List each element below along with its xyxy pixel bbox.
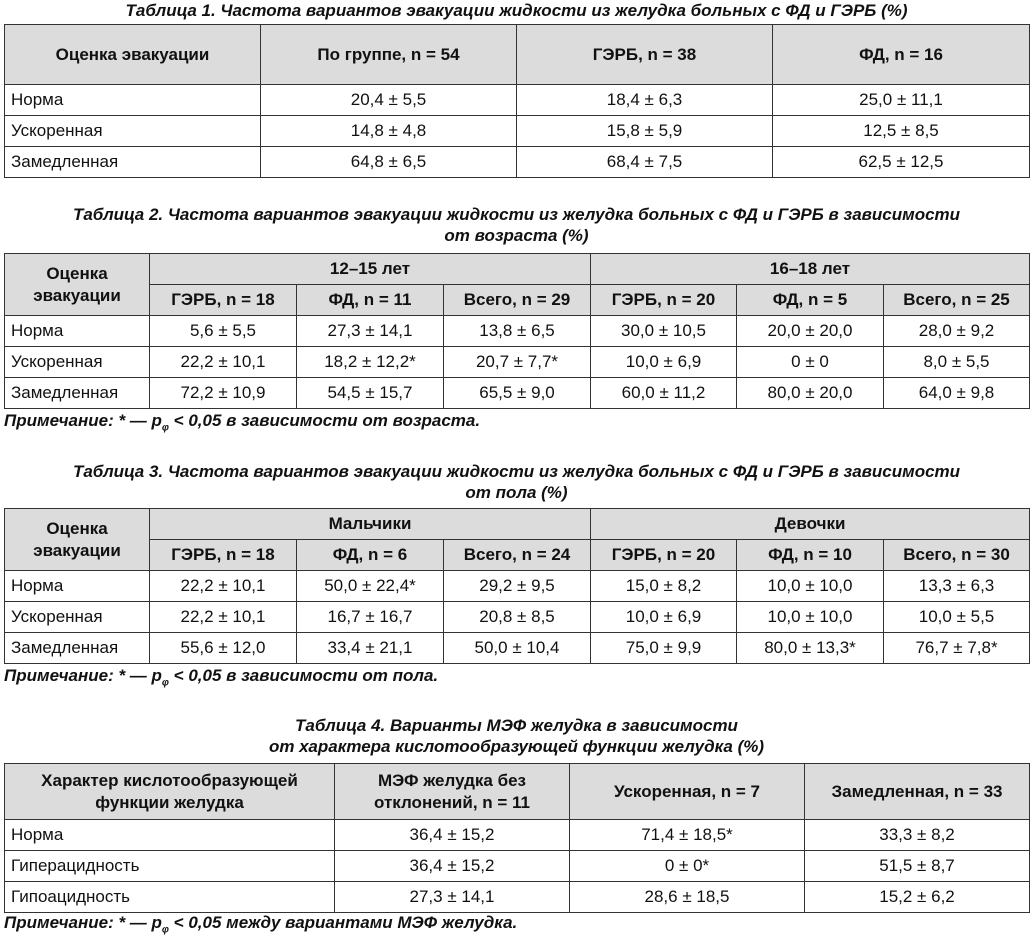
row-label: Ускоренная: [5, 602, 150, 633]
table-cell: 28,0 ± 9,2: [884, 316, 1030, 347]
table-cell: 62,5 ± 12,5: [773, 147, 1030, 178]
table2-subheader-cell: ФД, n = 5: [737, 285, 884, 316]
table-cell: 60,0 ± 11,2: [591, 378, 737, 409]
table3: [4, 508, 1030, 664]
table1-header-cell: ГЭРБ, n = 38: [517, 25, 773, 85]
table-cell: 80,0 ± 20,0: [737, 378, 884, 409]
table2-subheader-cell: Всего, n = 25: [884, 285, 1030, 316]
table-cell: 27,3 ± 14,1: [335, 882, 570, 913]
note-text: < 0,05 между вариантами МЭФ желудка.: [168, 913, 518, 932]
table1-header-cell: По группе, n = 54: [261, 25, 517, 85]
table-cell: 29,2 ± 9,5: [444, 571, 591, 602]
table4: [4, 763, 1030, 913]
table-cell: 0 ± 0*: [570, 851, 805, 882]
table3-subheader-cell: ГЭРБ, n = 18: [150, 540, 297, 571]
table3-subheader-cell: Всего, n = 24: [444, 540, 591, 571]
table-cell: 20,4 ± 5,5: [261, 85, 517, 116]
table-cell: 54,5 ± 15,7: [297, 378, 444, 409]
table4-header-cell: МЭФ желудка без отклонений, n = 11: [335, 764, 570, 820]
table4-header-row: [5, 764, 1030, 820]
table2-group-row: [5, 254, 1030, 285]
table-cell: 25,0 ± 11,1: [773, 85, 1030, 116]
table-row: [5, 147, 1030, 178]
table2-subheader-cell: ГЭРБ, n = 20: [591, 285, 737, 316]
table-row: [5, 316, 1030, 347]
table-row: [5, 347, 1030, 378]
table3-note: [4, 665, 438, 693]
table-cell: 50,0 ± 22,4*: [297, 571, 444, 602]
table-cell: 20,8 ± 8,5: [444, 602, 591, 633]
table3-corner-header: Оценка эвакуации: [5, 509, 150, 571]
table-cell: 75,0 ± 9,9: [591, 633, 737, 664]
row-label: Норма: [5, 316, 150, 347]
table-cell: 5,6 ± 5,5: [150, 316, 297, 347]
table2-subheader-cell: ФД, n = 11: [297, 285, 444, 316]
table4-caption-line2: от характера кислотообразующей функции желудка (%): [268, 737, 765, 756]
table1-header-row: [5, 25, 1030, 85]
table-cell: 15,2 ± 6,2: [805, 882, 1030, 913]
table3-subheader-row: [5, 540, 1030, 571]
table3-subheader-cell: ФД, n = 10: [737, 540, 884, 571]
table-cell: 10,0 ± 5,5: [884, 602, 1030, 633]
table-cell: 71,4 ± 18,5*: [570, 820, 805, 851]
table-cell: 76,7 ± 7,8*: [884, 633, 1030, 664]
table1: [4, 24, 1030, 178]
table2-note: [4, 410, 480, 438]
table-cell: 50,0 ± 10,4: [444, 633, 591, 664]
table-row: [5, 116, 1030, 147]
table-cell: 55,6 ± 12,0: [150, 633, 297, 664]
table-cell: 51,5 ± 8,7: [805, 851, 1030, 882]
table4-caption-line1: Таблица 4. Варианты МЭФ желудка в зависимости: [295, 716, 738, 735]
table4-header-cell: Ускоренная, n = 7: [570, 764, 805, 820]
table-cell: 22,2 ± 10,1: [150, 571, 297, 602]
table3-group-row: [5, 509, 1030, 540]
table-cell: 15,0 ± 8,2: [591, 571, 737, 602]
table3-subheader-cell: Всего, n = 30: [884, 540, 1030, 571]
row-label: Ускоренная: [5, 347, 150, 378]
table4-note: [4, 912, 517, 940]
table-cell: 65,5 ± 9,0: [444, 378, 591, 409]
table-cell: 15,8 ± 5,9: [517, 116, 773, 147]
note-text: Примечание: * — р: [4, 913, 162, 932]
table-row: [5, 378, 1030, 409]
table2-caption-line2: от возраста (%): [444, 226, 589, 245]
row-label: Замедленная: [5, 147, 261, 178]
row-label: Гипоацидность: [5, 882, 335, 913]
table3-caption-line2: от пола (%): [465, 483, 568, 502]
table-cell: 68,4 ± 7,5: [517, 147, 773, 178]
table-row: [5, 820, 1030, 851]
table2-caption-line1: Таблица 2. Частота вариантов эвакуации жидкости из желудка больных с ФД и ГЭРБ в зависимости: [72, 205, 961, 224]
table2-corner-header: Оценка эвакуации: [5, 254, 150, 316]
table-cell: 64,8 ± 6,5: [261, 147, 517, 178]
table-cell: 16,7 ± 16,7: [297, 602, 444, 633]
table2-group-header: 16–18 лет: [591, 254, 1030, 285]
table-cell: 20,7 ± 7,7*: [444, 347, 591, 378]
table3-caption-line1: Таблица 3. Частота вариантов эвакуации жидкости из желудка больных с ФД и ГЭРБ в зависимости: [72, 462, 961, 481]
table1-caption: Таблица 1. Частота вариантов эвакуации жидкости из желудка больных с ФД и ГЭРБ (%): [125, 1, 908, 20]
table-cell: 36,4 ± 15,2: [335, 851, 570, 882]
table-cell: 36,4 ± 15,2: [335, 820, 570, 851]
table-cell: 33,4 ± 21,1: [297, 633, 444, 664]
note-text: Примечание: * — р: [4, 666, 162, 685]
note-text: Примечание: * — р: [4, 411, 162, 430]
table4-header-cell: Замедленная, n = 33: [805, 764, 1030, 820]
table-cell: 12,5 ± 8,5: [773, 116, 1030, 147]
table-cell: 80,0 ± 13,3*: [737, 633, 884, 664]
table3-subheader-cell: ФД, n = 6: [297, 540, 444, 571]
table3-group-header: Девочки: [591, 509, 1030, 540]
table-cell: 10,0 ± 10,0: [737, 571, 884, 602]
table-cell: 10,0 ± 6,9: [591, 347, 737, 378]
table2-subheader-cell: ГЭРБ, n = 18: [150, 285, 297, 316]
table-row: [5, 85, 1030, 116]
table-cell: 18,2 ± 12,2*: [297, 347, 444, 378]
table-cell: 13,8 ± 6,5: [444, 316, 591, 347]
row-label: Замедленная: [5, 633, 150, 664]
table-row: [5, 851, 1030, 882]
table1-header-cell: ФД, n = 16: [773, 25, 1030, 85]
row-label: Норма: [5, 571, 150, 602]
table-cell: 14,8 ± 4,8: [261, 116, 517, 147]
table-row: [5, 571, 1030, 602]
table-cell: 22,2 ± 10,1: [150, 602, 297, 633]
row-label: Замедленная: [5, 378, 150, 409]
table-cell: 33,3 ± 8,2: [805, 820, 1030, 851]
table-cell: 20,0 ± 20,0: [737, 316, 884, 347]
table2-group-header: 12–15 лет: [150, 254, 591, 285]
table-cell: 72,2 ± 10,9: [150, 378, 297, 409]
table-cell: 30,0 ± 10,5: [591, 316, 737, 347]
note-subscript: φ: [161, 677, 169, 689]
note-subscript: φ: [161, 924, 169, 936]
row-label: Ускоренная: [5, 116, 261, 147]
table-cell: 10,0 ± 6,9: [591, 602, 737, 633]
table3-subheader-cell: ГЭРБ, n = 20: [591, 540, 737, 571]
table-cell: 0 ± 0: [737, 347, 884, 378]
note-text: < 0,05 в зависимости от пола.: [168, 666, 439, 685]
row-label: Гиперацидность: [5, 851, 335, 882]
table-cell: 27,3 ± 14,1: [297, 316, 444, 347]
table3-group-header: Мальчики: [150, 509, 591, 540]
table-cell: 28,6 ± 18,5: [570, 882, 805, 913]
table2-subheader-cell: Всего, n = 29: [444, 285, 591, 316]
table-cell: 10,0 ± 10,0: [737, 602, 884, 633]
table-row: [5, 882, 1030, 913]
table-cell: 22,2 ± 10,1: [150, 347, 297, 378]
row-label: Норма: [5, 820, 335, 851]
table1-header-cell: Оценка эвакуации: [5, 25, 261, 85]
table-row: [5, 633, 1030, 664]
table-cell: 13,3 ± 6,3: [884, 571, 1030, 602]
table-cell: 8,0 ± 5,5: [884, 347, 1030, 378]
note-subscript: φ: [161, 422, 169, 434]
row-label: Норма: [5, 85, 261, 116]
table2: [4, 253, 1030, 409]
table-row: [5, 602, 1030, 633]
table4-header-cell: Характер кислотообразующей функции желудка: [5, 764, 335, 820]
table2-subheader-row: [5, 285, 1030, 316]
note-text: < 0,05 в зависимости от возраста.: [168, 411, 481, 430]
table-cell: 64,0 ± 9,8: [884, 378, 1030, 409]
table-cell: 18,4 ± 6,3: [517, 85, 773, 116]
